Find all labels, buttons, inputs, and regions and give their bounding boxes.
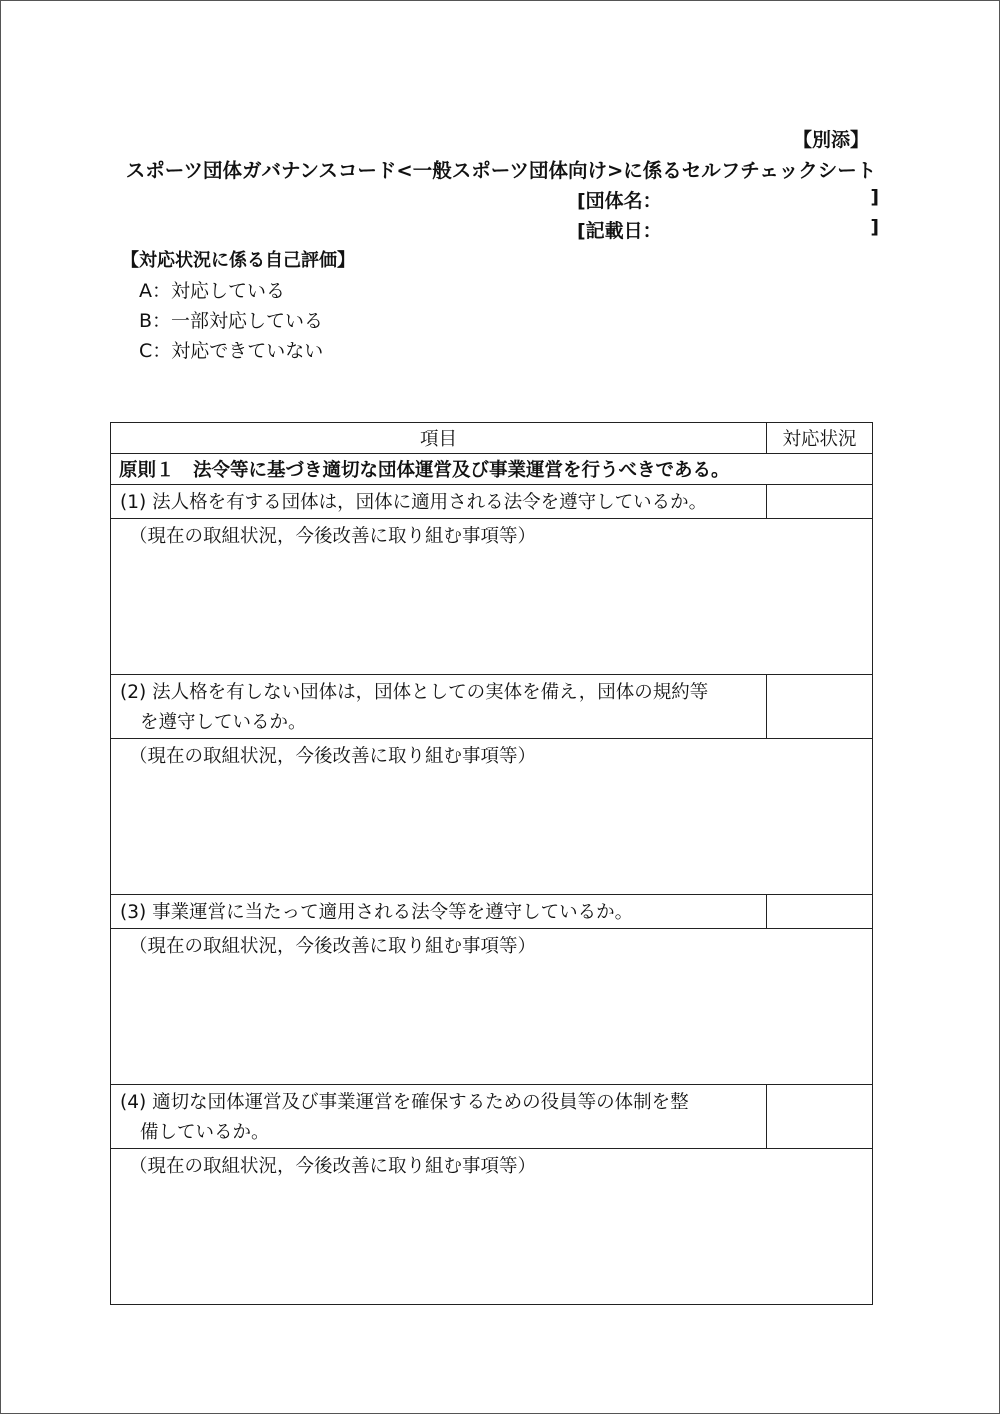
check-item-text-cont: 備しているか。 (140, 1122, 270, 1143)
check-item-text-cont: を遵守しているか。 (140, 712, 307, 733)
check-item-4 (111, 1085, 767, 1149)
attachment-label: 【別添】 (792, 129, 869, 151)
check-item-text: (4) 適切な団体運営及び事業運営を確保するための役員等の体制を整 (120, 1092, 689, 1113)
table-row (111, 675, 873, 739)
memo-cell-1[interactable] (111, 519, 873, 675)
entry-date-label: [記載日： (577, 220, 662, 242)
status-input-3[interactable] (767, 895, 873, 929)
table-row (111, 929, 873, 1085)
check-item-1 (111, 485, 767, 519)
status-input-1[interactable] (767, 485, 873, 519)
table-row (111, 739, 873, 895)
evaluation-level-a: A：対応している (139, 280, 285, 302)
table-row (111, 519, 873, 675)
principle-row (111, 454, 873, 485)
table-header-row (111, 423, 873, 454)
check-item-3 (111, 895, 767, 929)
table-row (111, 1149, 873, 1305)
check-item-text: (1) 法人格を有する団体は，団体に適用される法令を遵守しているか。 (120, 492, 708, 513)
memo-cell-3[interactable] (111, 929, 873, 1085)
check-item-2 (111, 675, 767, 739)
evaluation-level-c: C：対応できていない (139, 340, 324, 362)
table-row (111, 895, 873, 929)
organization-name-label: [団体名： (577, 190, 662, 212)
organization-name-bracket: ] (870, 186, 879, 208)
memo-label: （現在の取組状況，今後改善に取り組む事項等） (129, 746, 537, 767)
entry-date-field[interactable] (577, 216, 879, 240)
entry-date-bracket: ] (870, 216, 879, 238)
status-input-4[interactable] (767, 1085, 873, 1149)
check-item-text: (3) 事業運営に当たって適用される法令等を遵守しているか。 (120, 902, 634, 923)
organization-name-field[interactable] (577, 186, 879, 210)
check-item-text: (2) 法人格を有しない団体は，団体としての実体を備え，団体の規約等 (120, 682, 709, 703)
document-title: スポーツ団体ガバナンスコード<一般スポーツ団体向け>に係るセルフチェックシート (125, 159, 877, 182)
memo-label: （現在の取組状況，今後改善に取り組む事項等） (129, 1156, 537, 1177)
memo-cell-2[interactable] (111, 739, 873, 895)
evaluation-level-b: B：一部対応している (139, 310, 324, 332)
column-header-status: 対応状況 (767, 423, 873, 454)
column-header-item: 項目 (111, 423, 767, 454)
principle-text: 原則１ 法令等に基づき適切な団体運営及び事業運営を行うべきである。 (111, 454, 873, 485)
table-row (111, 1085, 873, 1149)
memo-cell-4[interactable] (111, 1149, 873, 1305)
memo-label: （現在の取組状況，今後改善に取り組む事項等） (129, 526, 537, 547)
memo-label: （現在の取組状況，今後改善に取り組む事項等） (129, 936, 537, 957)
self-check-table (110, 422, 873, 1305)
status-input-2[interactable] (767, 675, 873, 739)
table-row (111, 485, 873, 519)
self-evaluation-heading: 【対応状況に係る自己評価】 (121, 250, 355, 271)
